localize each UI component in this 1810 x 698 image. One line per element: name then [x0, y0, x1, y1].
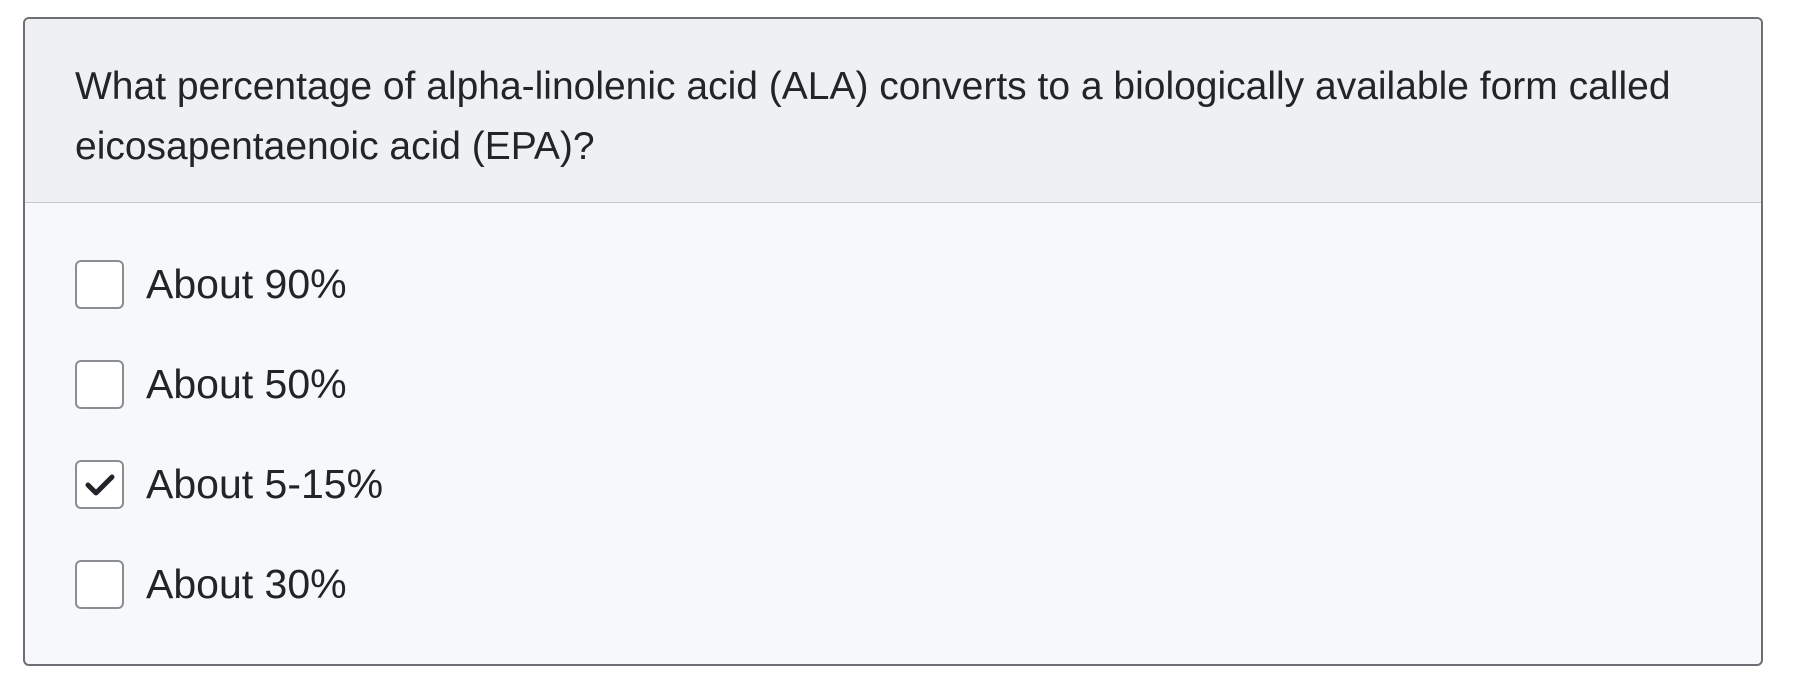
question-header	[25, 19, 1761, 203]
option-label: About 30%	[146, 561, 347, 607]
option-label: About 5-15%	[146, 461, 384, 507]
option-label: About 90%	[146, 261, 347, 307]
checkmark-icon	[85, 473, 115, 497]
question-card	[23, 17, 1763, 666]
answer-options	[25, 203, 1761, 612]
option-about-90[interactable]	[75, 257, 1761, 312]
option-about-30[interactable]	[75, 557, 1761, 612]
option-checkbox[interactable]	[75, 360, 124, 409]
option-about-5-15[interactable]	[75, 457, 1761, 512]
option-checkbox[interactable]	[75, 560, 124, 609]
question-text: What percentage of alpha-linolenic acid (ALA) converts to a biologically available form called eicosapentaenoic acid (EPA)?	[75, 65, 1671, 168]
option-checkbox[interactable]	[75, 260, 124, 309]
option-checkbox[interactable]	[75, 460, 124, 509]
option-label: About 50%	[146, 361, 347, 407]
option-about-50[interactable]	[75, 357, 1761, 412]
